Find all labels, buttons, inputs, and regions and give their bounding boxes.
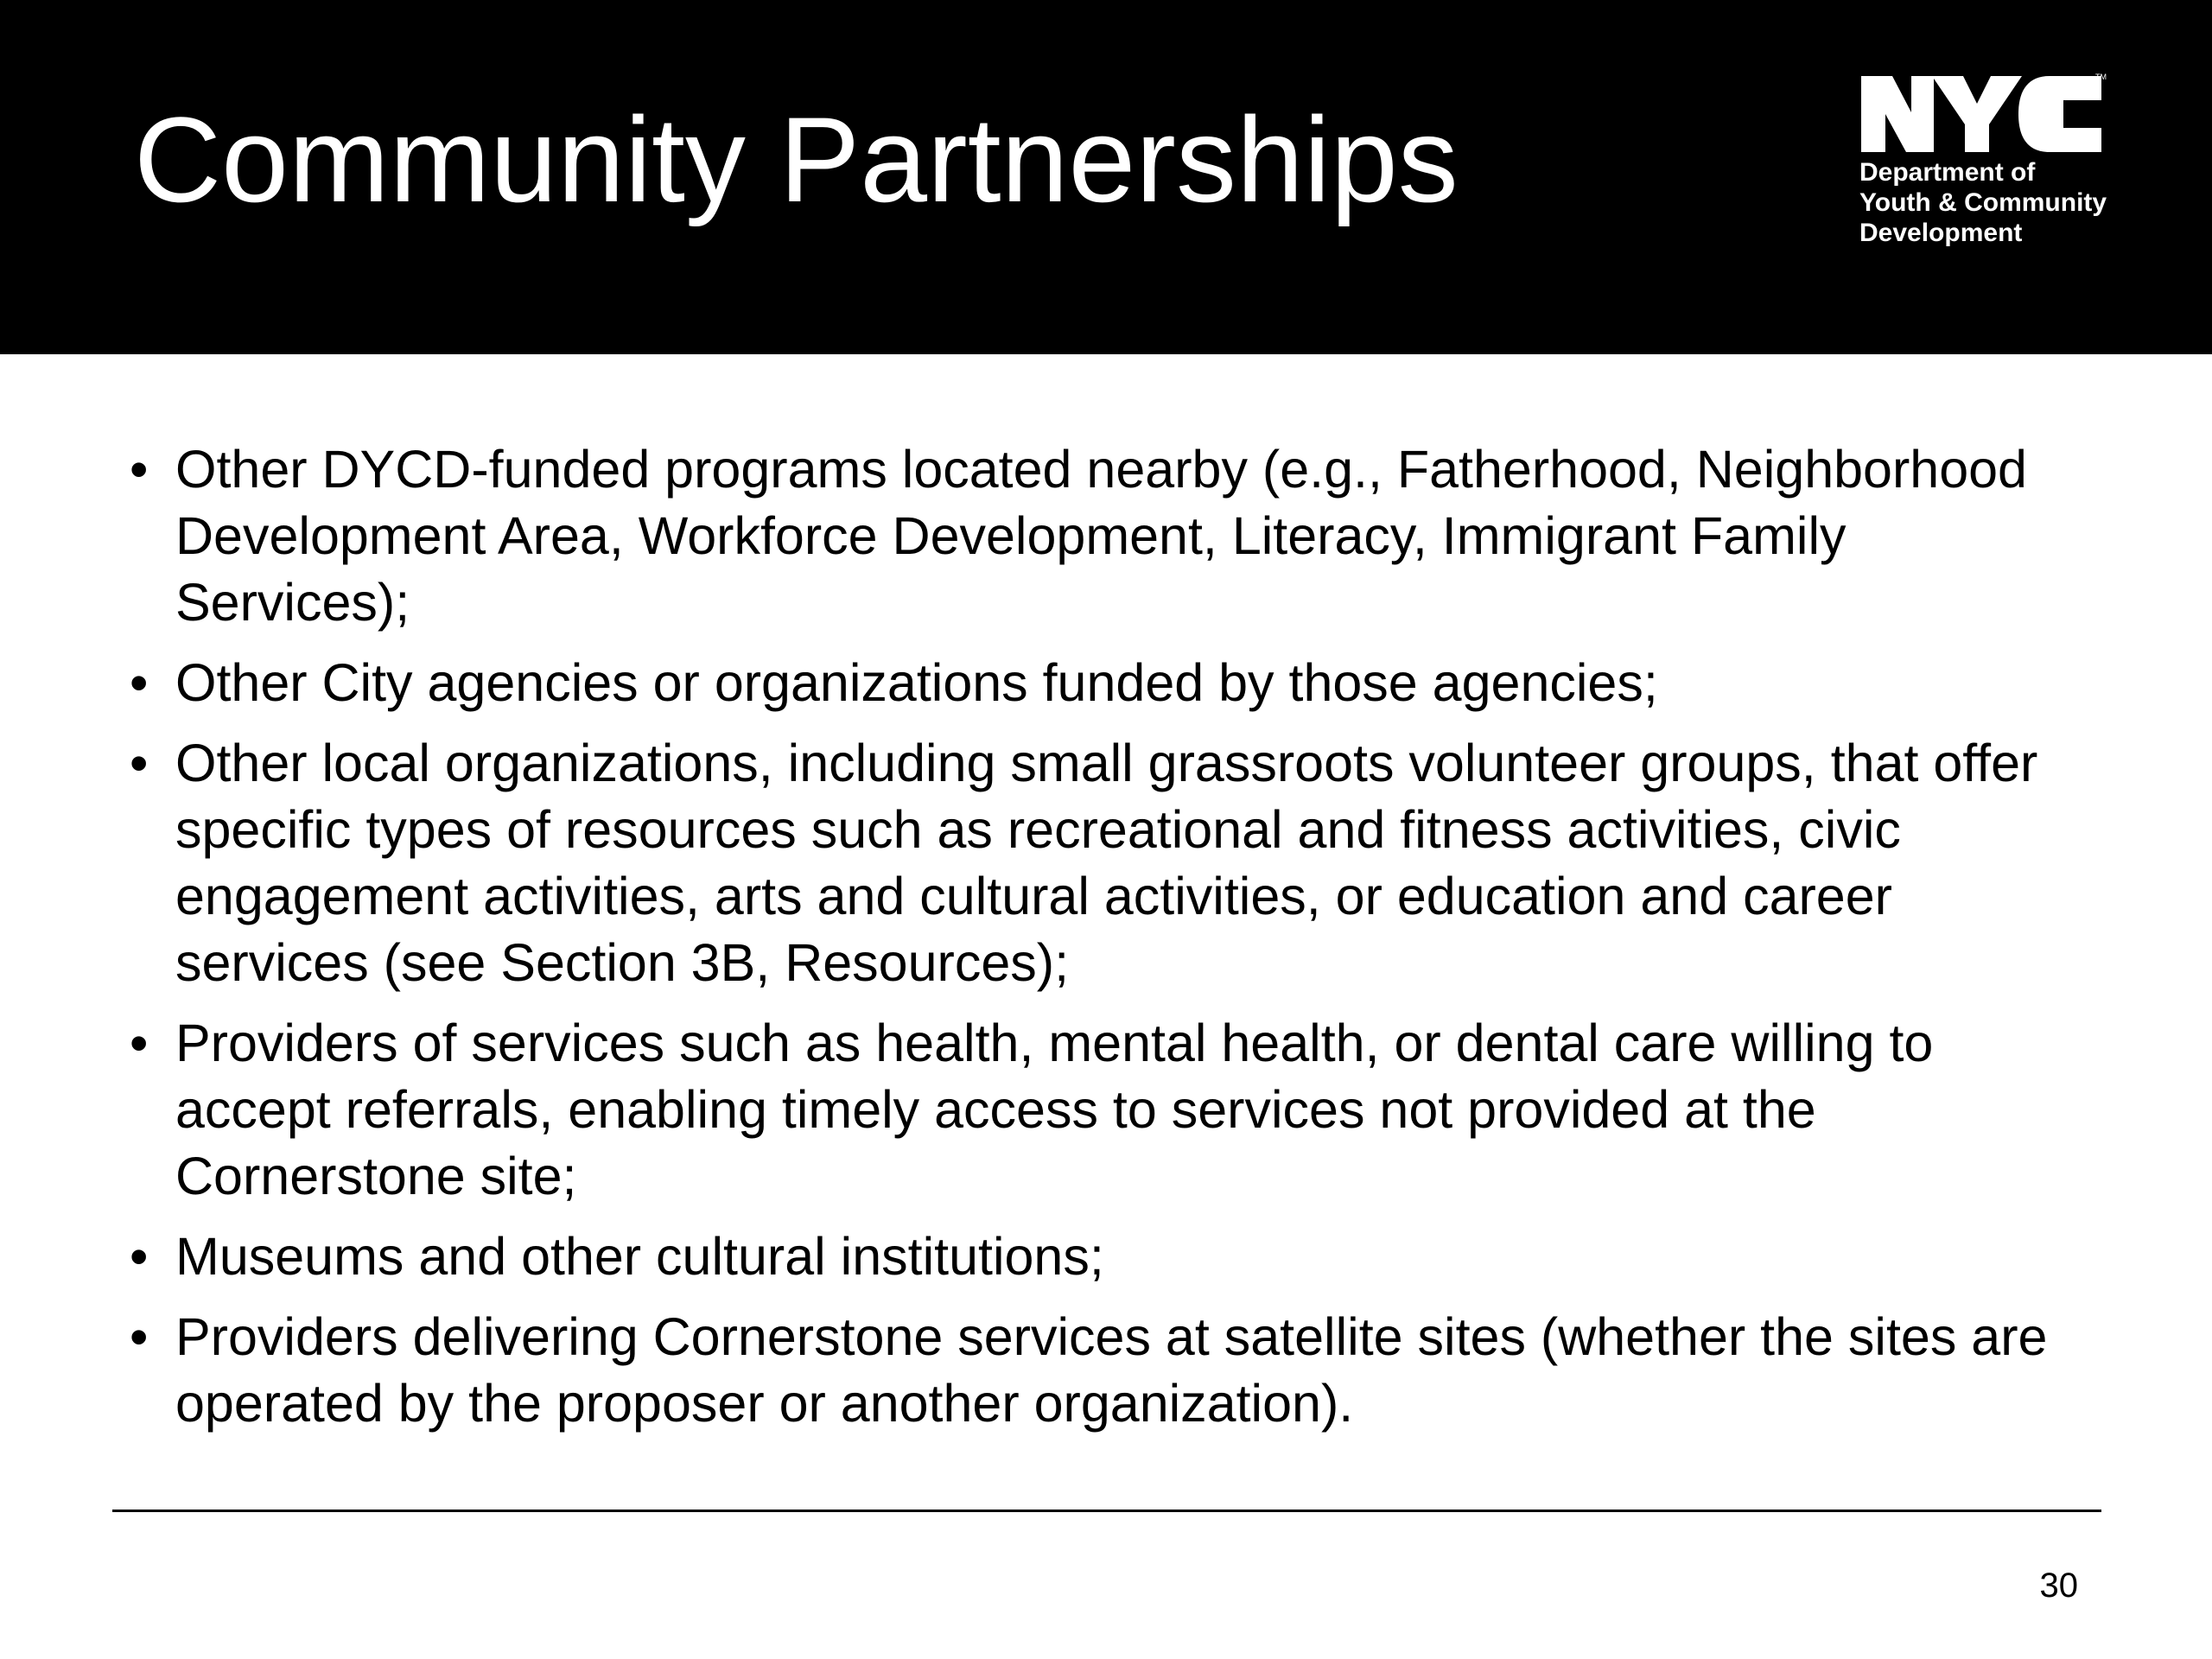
bullet-marker: • [130,653,149,712]
page-number: 30 [2039,1567,2078,1605]
nyc-dycd-logo [1858,71,2143,261]
bullet-marker: • [130,1014,149,1072]
logo-department-name [1859,157,2145,248]
slide-title: Community Partnerships [134,92,1459,227]
bullet-text: Providers delivering Cornerstone services at satellite sites (whether the sites are operated by the proposer or another organization). [175,1307,2048,1433]
bullet-item [130,650,2082,716]
nyc-wordmark-logo [1858,71,2107,157]
logo-line-1: Department of [1859,158,2036,187]
logo-line-2: Youth & Community [1859,188,2107,217]
slide-header [0,0,2212,354]
svg-text:TM: TM [2095,73,2107,81]
bullet-item [130,436,2082,636]
bullet-marker: • [130,734,149,792]
bullet-text: Providers of services such as health, mental health, or dental care willing to accept referrals, enabling timely access to services not provided at the Cornerstone site; [175,1014,1934,1205]
bullet-text: Other local organizations, including small grassroots volunteer groups, that offer specific types of resources such as recreational and fitness activities, civic engagement activities, arts and cultural activities, or education and career services (see Section 3B, Resources); [175,734,2038,992]
bullet-marker: • [130,440,149,499]
bullet-marker: • [130,1227,149,1286]
logo-line-3: Development [1859,219,2023,247]
bullet-item [130,1224,2082,1290]
bullet-item [130,730,2082,996]
bullet-item [130,1010,2082,1210]
bullet-list [130,436,2082,1451]
bullet-marker: • [130,1307,149,1366]
bullet-text: Other DYCD-funded programs located nearby (e.g., Fatherhood, Neighborhood Development Area, Workforce Development, Literacy, Immigrant Family Services); [175,440,2027,632]
bullet-text: Museums and other cultural institutions; [175,1227,1104,1286]
bullet-text: Other City agencies or organizations funded by those agencies; [175,653,1658,712]
bullet-item [130,1304,2082,1437]
footer-divider [112,1510,2101,1512]
